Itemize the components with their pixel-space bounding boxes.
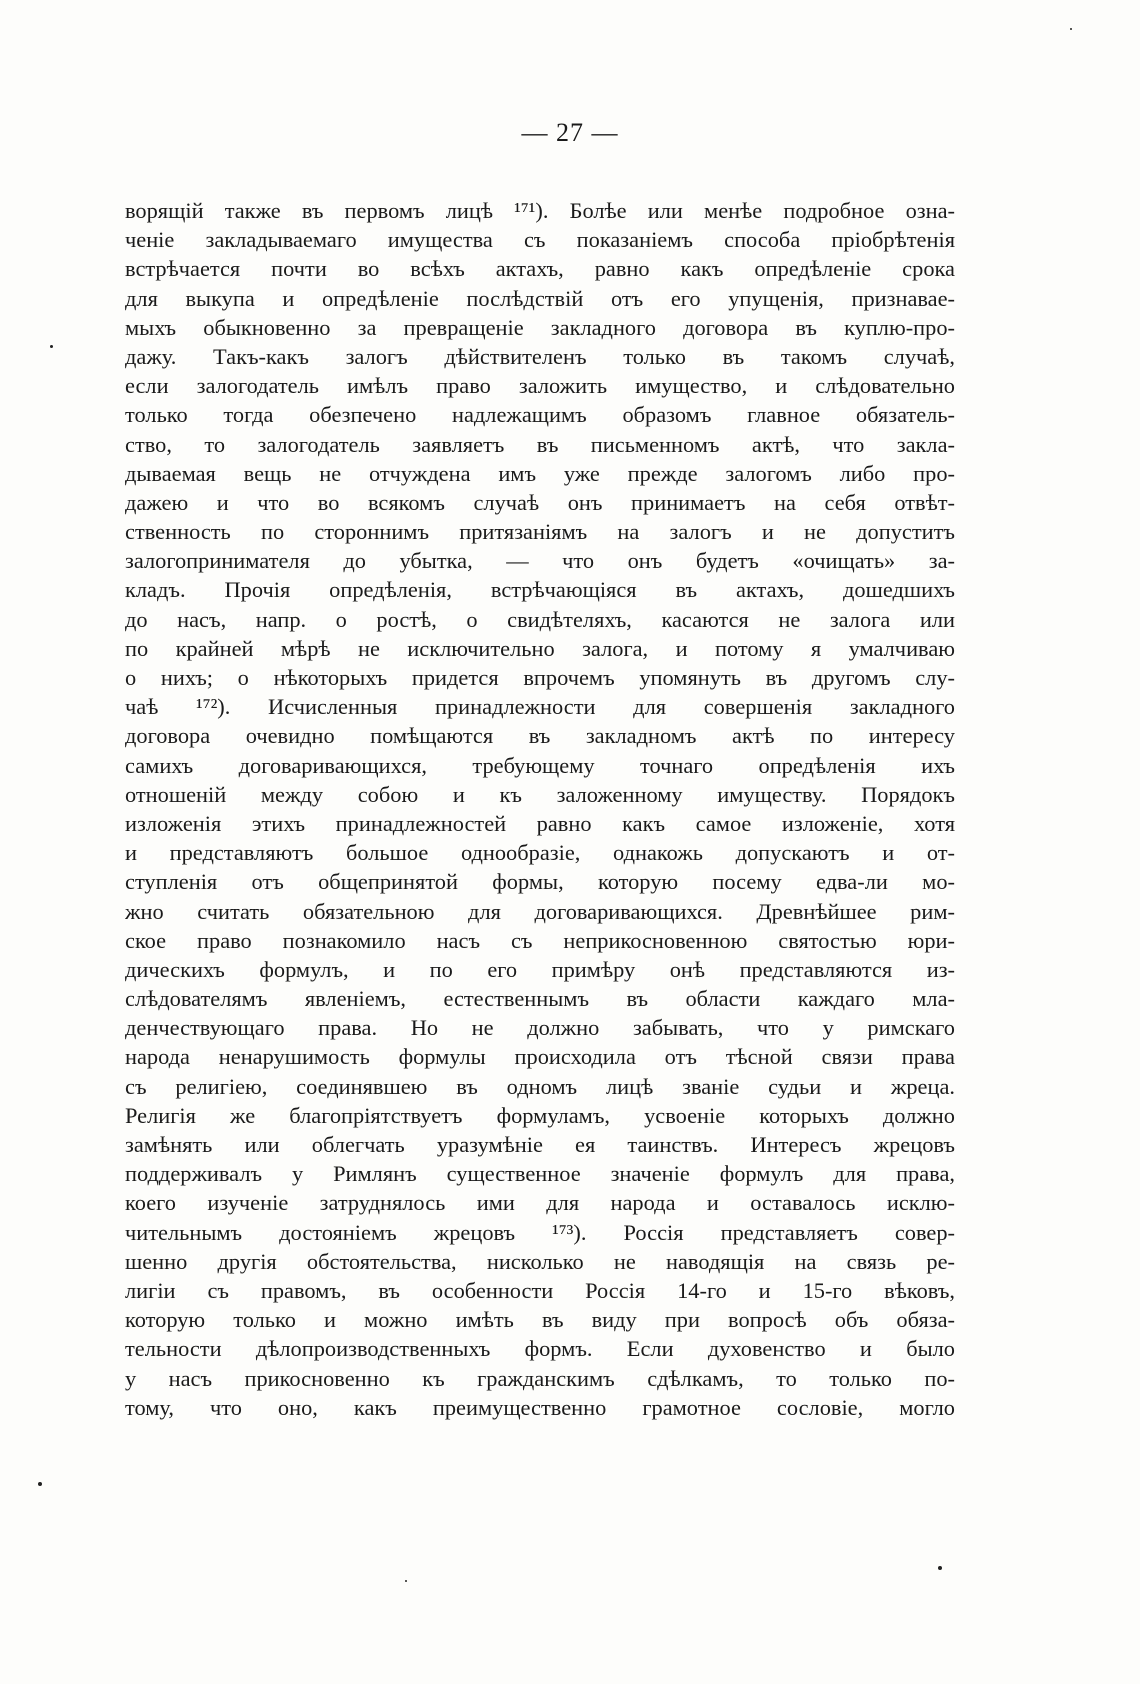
text-line: ворящій также въ первомъ лицѣ ¹⁷¹). Болѣе или менѣе подробное озна- — [125, 198, 955, 223]
scan-speck — [405, 1580, 407, 1582]
text-line: коего изученіе затруднялось ими для народа и оставалось исклю- — [125, 1190, 955, 1216]
text-line: и представляютъ большое однообразіе, однакожь допускаютъ и от- — [125, 840, 955, 866]
scan-speck — [938, 1566, 942, 1570]
text-line: которую только и можно имѣть въ виду при вопросѣ объ обяза- — [125, 1307, 955, 1333]
text-line: съ религіею, соединявшею въ одномъ лицѣ званіе судьи и жреца. — [125, 1073, 955, 1099]
text-line: только тогда обезпечено надлежащимъ образомъ главное обязатель- — [125, 402, 955, 428]
text-line: мыхъ обыкновенно за превращеніе закладного договора въ куплю-про- — [125, 314, 955, 340]
scan-speck — [1070, 28, 1072, 30]
scan-speck — [38, 1482, 42, 1486]
text-line: слѣдователямъ явленіемъ, естественнымъ въ области каждаго мла- — [125, 986, 955, 1012]
text-line: для выкупа и опредѣленіе послѣдствій отъ его упущенія, признавае- — [125, 285, 955, 311]
text-line: договора очевидно помѣщаются въ закладномъ актѣ по интересу — [125, 723, 955, 749]
text-line: ство, то залогодатель заявляетъ въ письменномъ актѣ, что закла- — [125, 431, 955, 457]
text-line: чительнымъ достояніемъ жрецовъ ¹⁷³). Россія представляетъ совер- — [125, 1219, 955, 1245]
text-line: кладъ. Прочія опредѣленія, встрѣчающіяся въ актахъ, дошедшихъ — [125, 577, 955, 603]
text-line: лигіи съ правомъ, въ особенности Россія 14-го и 15-го вѣковъ, — [125, 1277, 955, 1303]
text-line: до насъ, напр. о ростѣ, о свидѣтеляхъ, касаются не залога или — [125, 606, 955, 632]
body-text — [125, 196, 955, 1422]
text-line: залогопринимателя до убытка, — что онъ будетъ «очищать» за- — [125, 548, 955, 574]
text-line: дическихъ формулъ, и по его примѣру онѣ представляются из- — [125, 956, 955, 982]
text-line: дажею и что во всякомъ случаѣ онъ принимаетъ на себя отвѣт- — [125, 489, 955, 515]
text-line: народа ненарушимость формулы происходила отъ тѣсной связи права — [125, 1044, 955, 1070]
text-line: шенно другія обстоятельства, нисколько не наводящія на связь ре- — [125, 1248, 955, 1274]
text-line: тельности дѣлопроизводственныхъ формъ. Если духовенство и было — [125, 1336, 955, 1362]
text-line: встрѣчается почти во всѣхъ актахъ, равно какъ опредѣленіе срока — [125, 256, 955, 282]
scan-speck — [50, 345, 53, 348]
text-line: самихъ договаривающихся, требующему точнаго опредѣленія ихъ — [125, 752, 955, 778]
text-line: у насъ прикосновенно къ гражданскимъ сдѣлкамъ, то только по- — [125, 1365, 955, 1391]
text-line: поддерживалъ у Римлянъ существенное значеніе формулъ для права, — [125, 1161, 955, 1187]
text-line: ственность по стороннимъ притязаніямъ на залогъ и не допуститъ — [125, 519, 955, 545]
text-line: отношеній между собою и къ заложенному имуществу. Порядокъ — [125, 781, 955, 807]
text-line: ское право познакомило насъ съ неприкосновенною святостью юри- — [125, 927, 955, 953]
text-line: Религія же благопріятствуетъ формуламъ, усвоеніе которыхъ должно — [125, 1102, 955, 1128]
text-line: изложенія этихъ принадлежностей равно какъ самое изложеніе, хотя — [125, 810, 955, 836]
text-line: дываемая вещь не отчуждена имъ уже прежде залогомъ либо про- — [125, 460, 955, 486]
text-line: чаѣ ¹⁷²). Исчисленныя принадлежности для совершенія закладного — [125, 694, 955, 720]
text-line: о нихъ; о нѣкоторыхъ придется впрочемъ упомянуть въ другомъ слу- — [125, 665, 955, 690]
page-number: — 27 — — [521, 118, 619, 147]
text-line: ступленія отъ общепринятой формы, которую посему едва-ли мо- — [125, 869, 955, 895]
text-line: денчествующаго права. Но не должно забывать, что у римскаго — [125, 1015, 955, 1041]
text-line: если залогодатель имѣлъ право заложить имущество, и слѣдовательно — [125, 373, 955, 399]
text-line: жно считать обязательною для договаривающихся. Древнѣйшее рим- — [125, 898, 955, 924]
text-line: дажу. Такъ-какъ залогъ дѣйствителенъ только въ такомъ случаѣ, — [125, 343, 955, 369]
text-line: замѣнять или облегчать уразумѣніе ея таинствъ. Интересъ жрецовъ — [125, 1132, 955, 1157]
text-line: по крайней мѣрѣ не исключительно залога, и потому я умалчиваю — [125, 635, 955, 661]
text-line: тому, что оно, какъ преимущественно грамотное сословіе, могло — [125, 1394, 955, 1420]
text-line: ченіе закладываемаго имущества съ показаніемъ способа пріобрѣтенія — [125, 227, 955, 253]
